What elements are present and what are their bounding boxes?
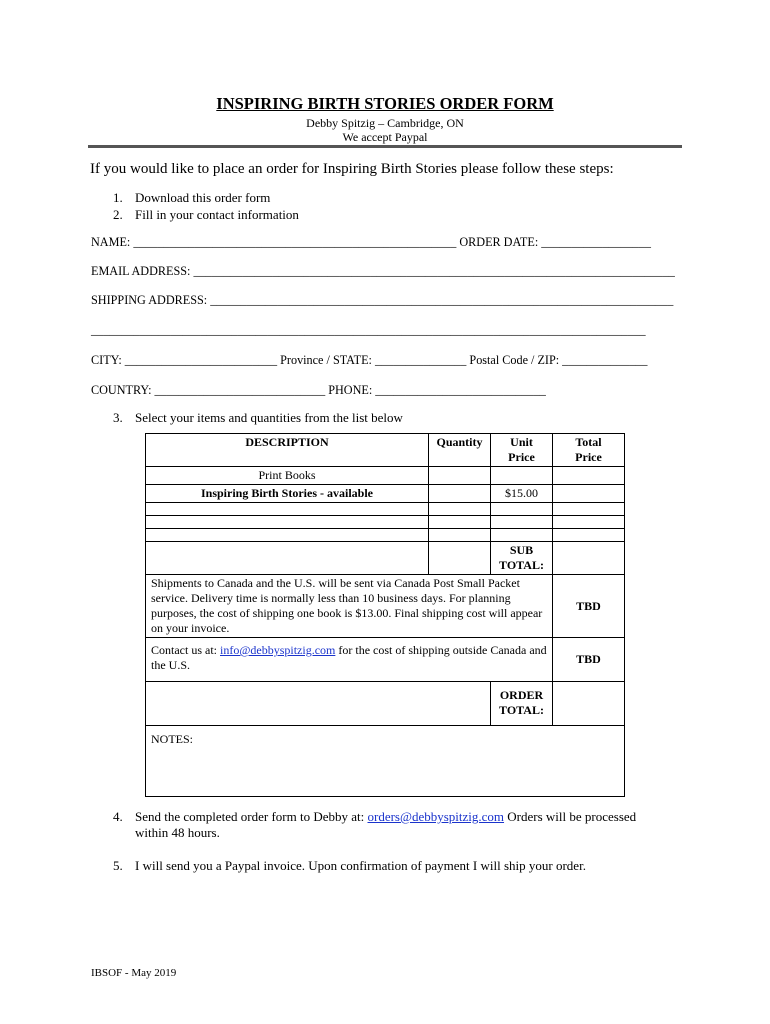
email-field[interactable]: EMAIL ADDRESS: _______________________________________________________________________________	[91, 264, 675, 278]
contact-note: Contact us at: info@debbyspitzig.com for the cost of shipping outside Canada and the U.S.	[146, 638, 553, 682]
author-line: Debby Spitzig – Cambridge, ON	[306, 116, 464, 130]
orders-email-link[interactable]: orders@debbyspitzig.com	[367, 809, 505, 824]
order-total-value[interactable]	[553, 682, 625, 726]
total-price-cell[interactable]	[553, 467, 625, 485]
title-divider	[88, 145, 682, 148]
unit-price-header: Unit Price	[491, 434, 553, 467]
item-price-cell: $15.00	[491, 485, 553, 503]
quantity-cell[interactable]	[429, 467, 491, 485]
order-total-row	[146, 682, 625, 726]
table-row	[146, 529, 625, 542]
table-row	[146, 503, 625, 516]
shipping-note: Shipments to Canada and the U.S. will be sent via Canada Post Small Packet service. Delivery time is normally less than 10 business days. For planning purposes, the cost of shipping one book is $13.00. Final shipping cost will appear on your invoice.	[146, 575, 553, 638]
footer-version: IBSOF - May 2019	[91, 967, 177, 979]
subtotal-value[interactable]	[553, 542, 625, 575]
order-total-label: ORDER TOTAL:	[491, 682, 553, 726]
payment-line: We accept Paypal	[342, 130, 428, 144]
shipping-tbd: TBD	[553, 575, 625, 638]
step-4-continuation: within 48 hours.	[135, 825, 220, 840]
table-row	[146, 467, 625, 485]
table-row	[146, 516, 625, 529]
quantity-cell[interactable]	[429, 485, 491, 503]
total-price-cell[interactable]	[553, 485, 625, 503]
unit-price-cell	[491, 467, 553, 485]
category-cell: Print Books	[146, 467, 429, 485]
subtotal-row	[146, 542, 625, 575]
form-title: INSPIRING BIRTH STORIES ORDER FORM	[216, 94, 554, 113]
item-name-cell: Inspiring Birth Stories - available	[146, 485, 429, 503]
country-phone-field[interactable]: COUNTRY: ____________________________ PHONE: ____________________________	[91, 383, 546, 397]
shipping-address-line2[interactable]: ___________________________________________________________________________________________	[91, 323, 646, 337]
notes-field[interactable]: NOTES:	[146, 726, 625, 797]
name-field[interactable]: NAME: _____________________________________________________ ORDER DATE: __________________	[91, 235, 651, 249]
description-header: DESCRIPTION	[146, 434, 429, 467]
table-header-row	[146, 434, 625, 467]
intro-text: If you would like to place an order for Inspiring Birth Stories please follow these steps:	[90, 161, 614, 177]
notes-row	[146, 726, 625, 797]
contact-tbd: TBD	[553, 638, 625, 682]
order-table	[145, 433, 625, 797]
quantity-header: Quantity	[429, 434, 491, 467]
shipping-address-field[interactable]: SHIPPING ADDRESS: ____________________________________________________________________________	[91, 293, 674, 307]
shipping-row	[146, 575, 625, 638]
info-email-link[interactable]: info@debbyspitzig.com	[220, 643, 336, 657]
subtotal-label: SUB TOTAL:	[491, 542, 553, 575]
city-province-postal-field[interactable]: CITY: _________________________ Province / STATE: _______________ Postal Code / ZIP: ______________	[91, 353, 648, 367]
total-price-header: Total Price	[553, 434, 625, 467]
table-row	[146, 485, 625, 503]
contact-row	[146, 638, 625, 682]
